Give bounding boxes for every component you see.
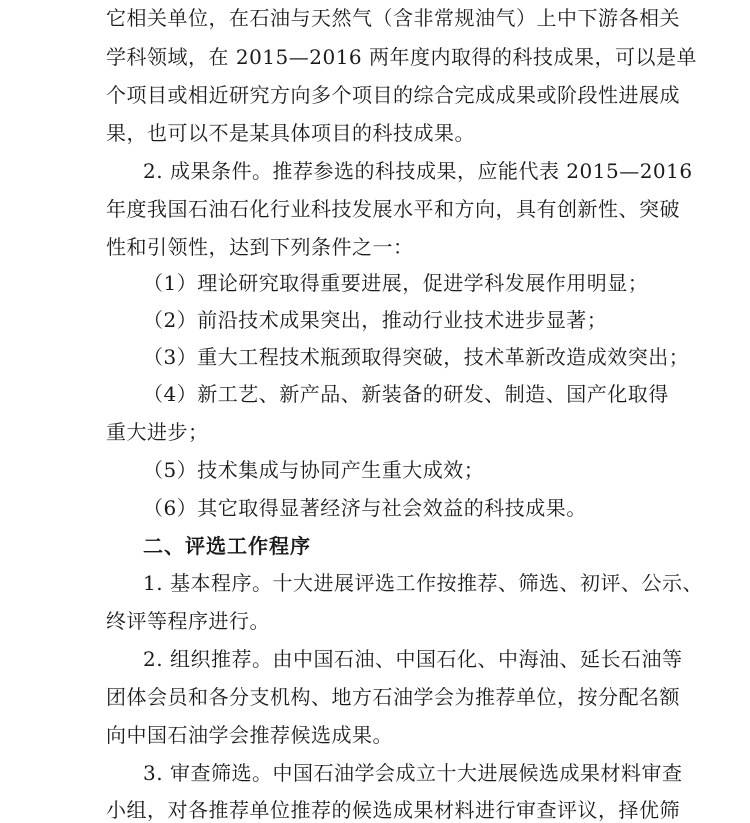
text-line: 年度我国石油石化行业科技发展水平和方向，具有创新性、突破 (106, 197, 680, 221)
text-line: 3. 审查筛选。中国石油学会成立十大进展候选成果材料审查 (143, 761, 683, 785)
list-item: （3）重大工程技术瓶颈取得突破，技术革新改造成效突出； (143, 345, 690, 369)
text-line: 2. 成果条件。推荐参选的科技成果，应能代表 2015—2016 (143, 159, 693, 183)
text-line: 向中国石油学会推荐候选成果。 (106, 723, 393, 747)
text-line: 性和引领性，达到下列条件之一： (106, 235, 414, 259)
list-item: （2）前沿技术成果突出，推动行业技术进步显著； (143, 308, 608, 332)
text-line: 学科领域，在 2015—2016 两年度内取得的科技成果，可以是单 (106, 45, 698, 69)
text-line: 2. 组织推荐。由中国石油、中国石化、中海油、延长石油等 (143, 647, 683, 671)
section-heading: 二、评选工作程序 (143, 534, 311, 558)
text-line: 团体会员和各分支机构、地方石油学会为推荐单位，按分配名额 (106, 685, 680, 709)
text-line: 它相关单位，在石油与天然气（含非常规油气）上中下游各相关 (106, 6, 680, 30)
text-line: 重大进步； (106, 420, 209, 444)
list-item: （1）理论研究取得重要进展，促进学科发展作用明显； (143, 271, 649, 295)
text-line: 终评等程序进行。 (106, 609, 270, 633)
text-line: 果，也可以不是某具体项目的科技成果。 (106, 121, 475, 145)
text-line: 个项目或相近研究方向多个项目的综合完成成果或阶段性进展成 (106, 83, 680, 107)
list-item: （5）技术集成与协同产生重大成效； (143, 458, 485, 482)
text-line: 小组，对各推荐单位推荐的候选成果材料进行审查评议，择优筛 (106, 798, 680, 822)
list-item: （4）新工艺、新产品、新装备的研发、制造、国产化取得 (143, 382, 669, 406)
list-item: （6）其它取得显著经济与社会效益的科技成果。 (143, 496, 587, 520)
text-line: 1. 基本程序。十大进展评选工作按推荐、筛选、初评、公示、 (143, 571, 703, 595)
